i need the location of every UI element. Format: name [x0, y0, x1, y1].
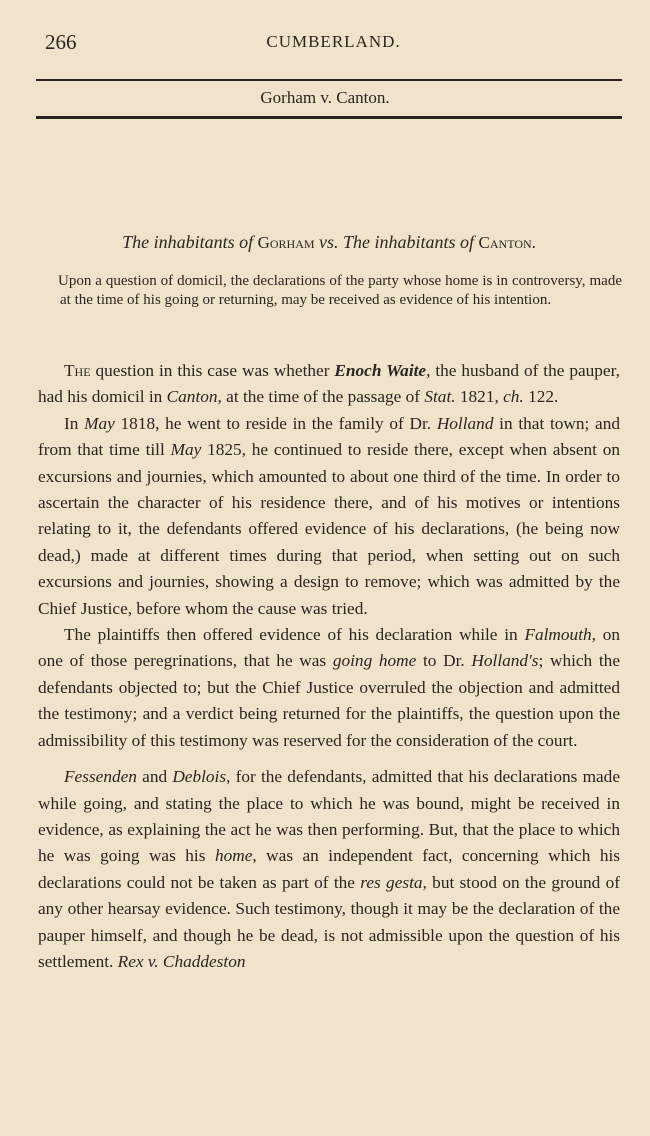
latin-term: res gesta — [360, 872, 423, 892]
text: , but stood on the ground of any other hearsay evidence. Such testimony, though it may be the declaration of the pauper himself, and though he be dead, is not admissible upon the question of his settlement. — [38, 872, 621, 971]
opinion-body — [38, 358, 620, 975]
text: , at the time of the passage of — [217, 387, 425, 407]
paragraph-2 — [38, 411, 620, 622]
case-title-p1: The inhabitants of — [122, 232, 254, 252]
text: , for the defendants, admitted that his declarations made while going, and stating the place to which he was bound, might be received in evidence, as explaining the act he was then performing. But, that the place to which he was going was his — [38, 767, 620, 866]
text: In — [64, 413, 85, 433]
text: 1818, he went to reside in the family of Dr. — [114, 413, 437, 433]
counsel-name: Fessenden — [64, 767, 137, 787]
case-citation: Rex v. Chaddeston — [117, 951, 246, 971]
counsel-name: Deblois — [172, 767, 227, 787]
citation: Stat. — [424, 387, 456, 407]
case-title — [36, 232, 622, 253]
emphasis: home — [214, 846, 253, 866]
person-name: Holland's — [471, 651, 539, 671]
text: to Dr. — [416, 651, 472, 671]
person-name: Enoch Waite — [334, 361, 427, 380]
lead-word: The — [64, 361, 91, 380]
page-number: 266 — [45, 30, 77, 54]
text: and — [136, 767, 173, 787]
case-title-vs: vs. — [319, 232, 339, 252]
text: 1825, he continued to reside there, except when absent on excursions and journies, which amounted to about one third of the time. In order to ascertain the character of his residence there, and of his motives or intentions relating to it, the defendants offered evidence of his declarations, (he being now dead,) made at different times during that period, when setting out on such excursions and journies, showing a design to remove; which was admitted by the Chief Justice, before whom the cause was tried. — [38, 440, 620, 618]
month: May — [170, 440, 202, 460]
running-head — [45, 30, 622, 60]
running-case-title: Gorham v. Canton. — [260, 88, 390, 107]
text: , was an independent fact, concerning which his declarations could not be taken as part of the — [38, 846, 620, 892]
text: in that town; and from that time till — [38, 413, 620, 460]
paragraph-3 — [38, 622, 620, 754]
section-title: CUMBERLAND. — [266, 32, 401, 51]
citation: ch. — [503, 387, 524, 407]
person-name: Holland — [436, 413, 494, 433]
text: 122. — [523, 387, 559, 407]
place-name: Falmouth — [524, 625, 592, 645]
text: The plaintiffs then offered evidence of his declaration while in — [64, 625, 525, 645]
text: , the husband of the pauper, had his domicil in — [38, 361, 620, 407]
place-name: Canton — [166, 387, 218, 407]
text: 1821, — [455, 387, 504, 407]
bottom-rule — [36, 116, 622, 119]
month: May — [84, 413, 115, 433]
top-rule — [36, 79, 622, 81]
text: question in this case was whether — [90, 361, 335, 380]
party-2: Canton. — [478, 233, 536, 252]
text: , on one of those peregrinations, that he was — [38, 625, 621, 671]
paragraph-1 — [38, 358, 620, 411]
emphasis: going home — [332, 651, 417, 671]
party-1: Gorham — [257, 233, 315, 252]
case-title-p2: The inhabitants of — [343, 232, 475, 252]
paragraph-4 — [38, 764, 620, 975]
text: ; which the defendants objected to; but the Chief Justice overruled the objection and admitted the testimony; and a verdict being returned for the plaintiffs, the question upon the admissibility of this testimony was reserved for the consideration of the court. — [38, 651, 620, 750]
headnote: Upon a question of domicil, the declarations of the party whose home is in controversy, made at the time of his going or returning, may be received as evidence of his intention. — [58, 273, 622, 308]
